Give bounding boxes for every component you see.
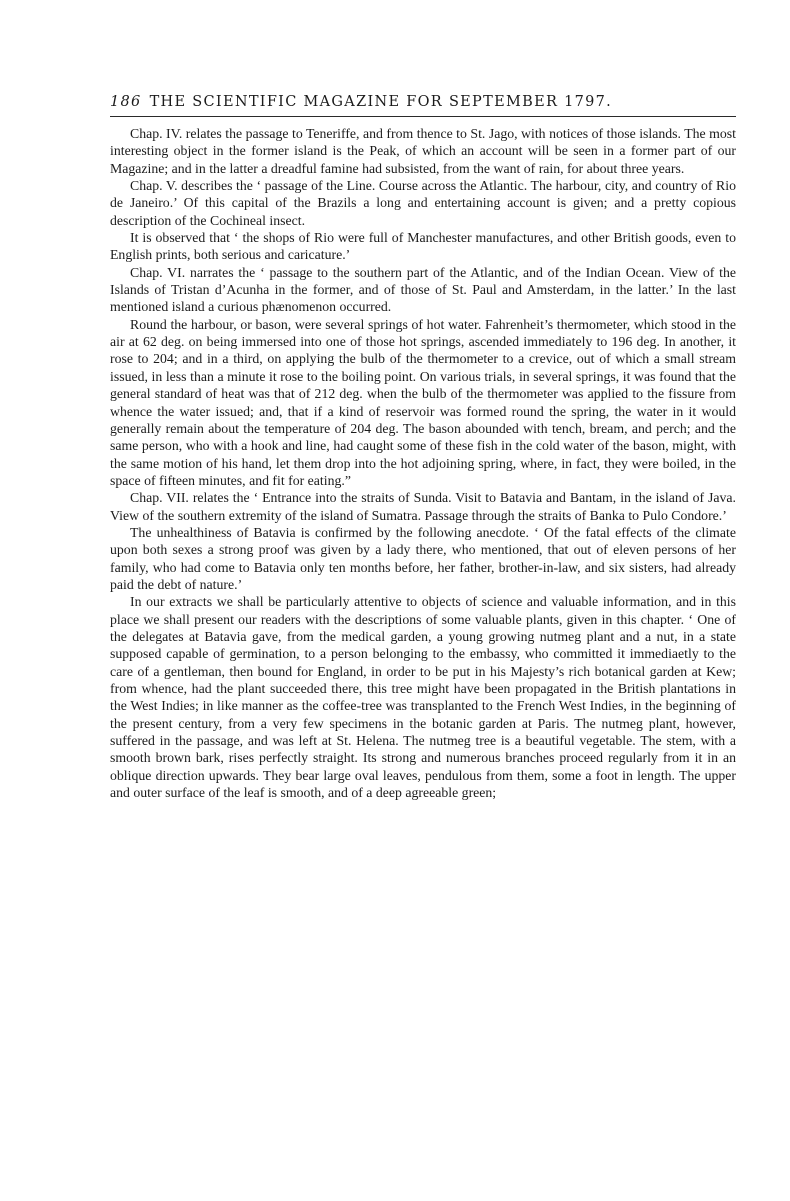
paragraph-chap-vi: Chap. VI. narrates the ‘ passage to the southern part of the Atlantic, and of the Indian Ocean. View of the Islands of Tristan d’Acunha in the former, and of those of St. Paul and Amsterdam, in the latter.’ In the last mentioned island a curious phænomenon occurred. (110, 264, 736, 315)
running-title: THE SCIENTIFIC MAGAZINE FOR SEPTEMBER 1797. (149, 94, 613, 110)
paragraph-chap-v: Chap. V. describes the ‘ passage of the Line. Course across the Atlantic. The harbour, city, and country of Rio de Janeiro.’ Of this capital of the Brazils a long and entertaining account is given; and a pretty copious description of the Cochineal insect. (110, 178, 736, 228)
paragraph-chap-iv: Chap. IV. relates the passage to Teneriffe, and from thence to St. Jago, with notices of those islands. The most interesting object in the former island is the Peak, of which an account will be seen in a former part of our Magazine; and in the latter a dreadful famine had subsisted, from the want of rain, for about three years. (110, 126, 736, 176)
paragraph-hot-springs: Round the harbour, or bason, were several springs of hot water. Fahrenheit’s thermometer, which stood in the air at 62 deg. on being immersed into one of those hot springs, ascended immediately to 196 deg. In another, it rose to 204; and in a third, on applying the bulb of the thermometer to a crevice, out of which a small stream issued, in less than a minute it rose to the boiling point. On various trials, in several springs, it was found that the general standard of heat was that of 212 deg. when the bulb of the thermometer was applied to the fissure from whence the water issued; and, that if a kind of reservoir was formed round the spring, the water in it would generally remain about the temperature of 204 deg. The bason abounded with tench, bream, and perch; and the same person, who with a hook and line, had caught some of these fish in the cold water of the bason, might, with the same motion of his hand, let them drop into the hot adjoining spring, where, in fact, they were boiled, in the space of fifteen minutes, and fit for eating.” (110, 316, 736, 488)
page-number: 186 (110, 94, 142, 110)
paragraph-chap-vii: Chap. VII. relates the ‘ Entrance into the straits of Sunda. Visit to Batavia and Bantam, in the island of Java. View of the southern extremity of the island of Sumatra. Passage through the straits of Banka to Pulo Condore.’ (110, 490, 736, 523)
page (110, 94, 736, 801)
paragraph-rio-shops: It is observed that ‘ the shops of Rio were full of Manchester manufactures, and other British goods, even to English prints, both serious and caricature.’ (110, 230, 736, 263)
paragraph-nutmeg: In our extracts we shall be particularly attentive to objects of science and valuable information, and in this place we shall present our readers with the descriptions of some valuable plants, given in this chapter. ‘ One of the delegates at Batavia gave, from the medical garden, a young growing nutmeg plant and a nut, in a state supposed capable of germination, to a person belonging to the embassy, who committed it immediaetly to the care of a gentleman, then bound for England, in order to be put in his Majesty’s rich botanical garden at Kew; from whence, had the plant succeeded there, this tree might have been propagated in the British plantations in the West Indies; in like manner as the coffee-tree was transplanted to the French West Indies, in the beginning of the present century, from a very few specimens in the botanic garden at Paris. The nutmeg plant, however, suffered in the passage, and was left at St. Helena. The nutmeg tree is a beautiful vegetable. The stem, with a smooth brown bark, rises perfectly straight. Its strong and numerous branches proceed regularly from it in an oblique direction upwards. They bear large oval leaves, pendulous from them, some a foot in length. The upper and outer surface of the leaf is smooth, and of a deep agreeable green; (110, 594, 736, 801)
paragraph-batavia-anecdote: The unhealthiness of Batavia is confirmed by the following anecdote. ‘ Of the fatal effects of the climate upon both sexes a strong proof was given by a lady there, who mentioned, that out of eleven persons of her family, who had come to Batavia only ten months before, her father, brother-in-law, and six sisters, had already paid the debt of nature.’ (110, 524, 736, 592)
running-header (110, 94, 736, 110)
header-rule (110, 116, 736, 117)
article-body (110, 125, 736, 801)
